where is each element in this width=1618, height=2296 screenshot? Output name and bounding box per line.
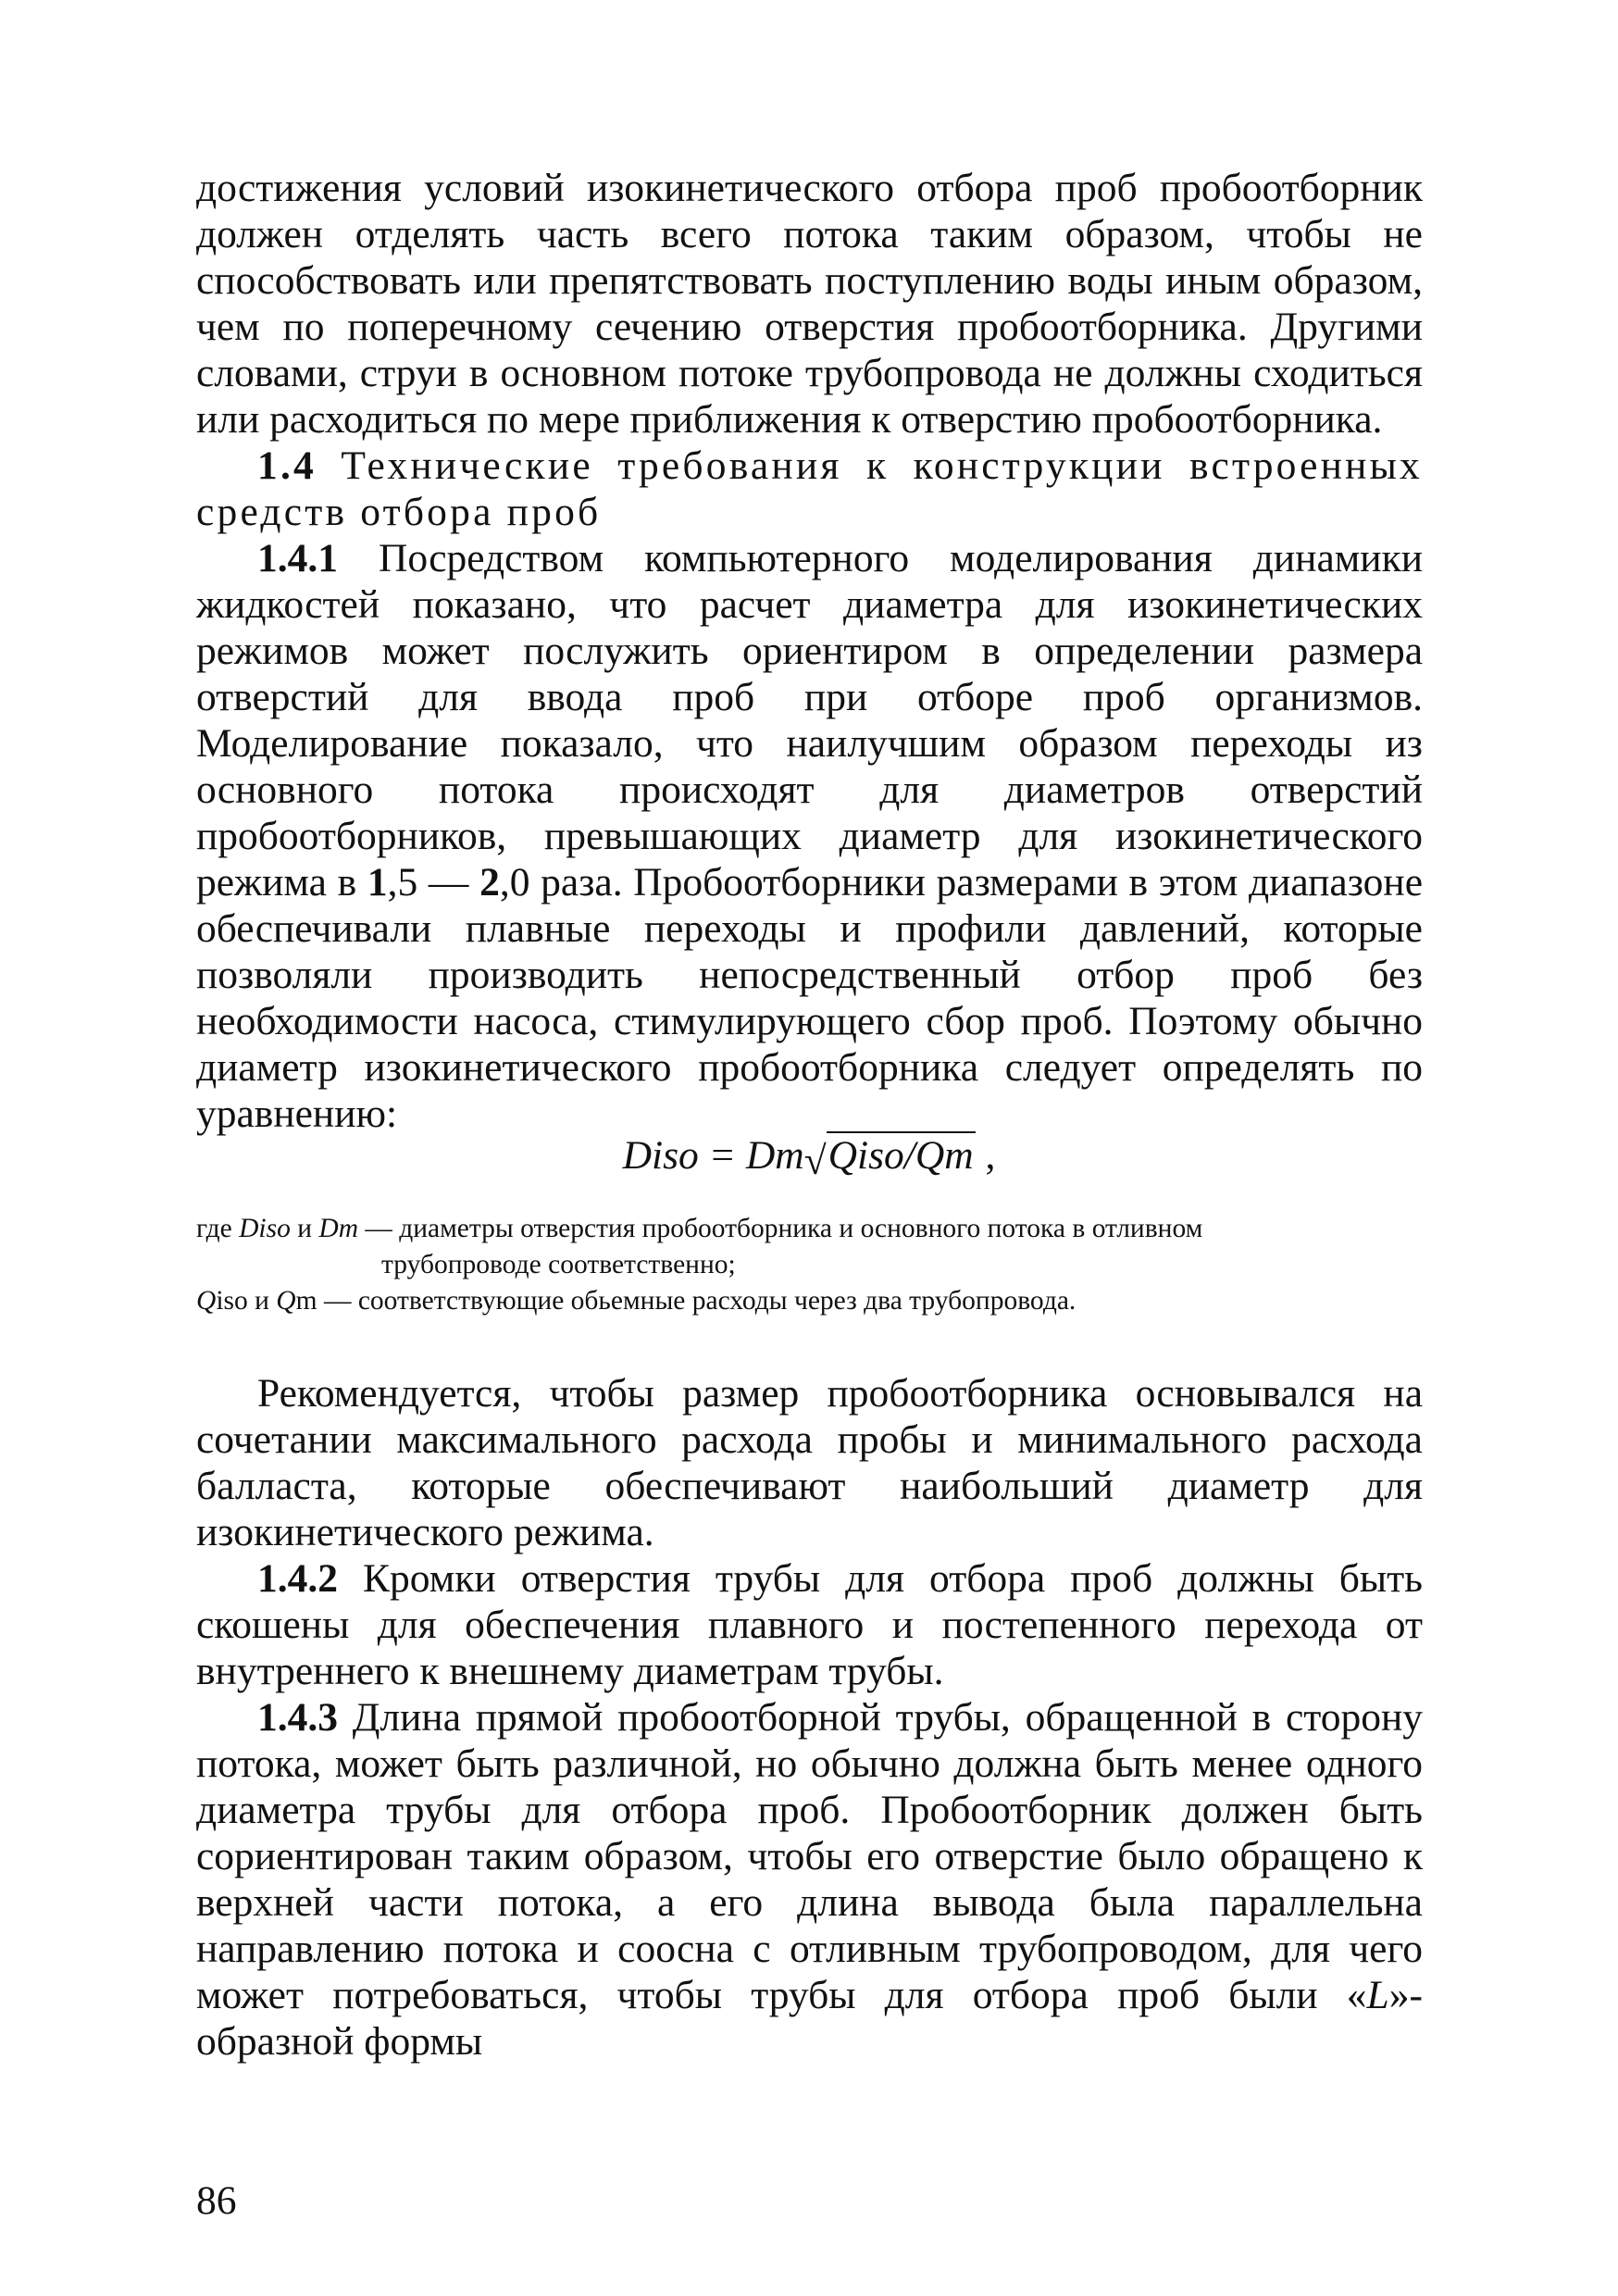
formula-comma: , bbox=[975, 1133, 996, 1178]
section-1-4-1-paragraph bbox=[196, 535, 1423, 1137]
variable-dm: Dm bbox=[318, 1214, 358, 1243]
section-1-4-3-paragraph bbox=[196, 1694, 1423, 2065]
section-text: ,5 — bbox=[387, 860, 480, 905]
paragraph-isokinetic-intro: достижения условий изокинетического отбора проб пробоотборник должен отделять часть всего потока таким образом, чтобы не способствовать или препятствовать поступлению воды иным образом, чем по поперечному сечению отверстия пробоотборника. Другими словами, струи в основном потоке трубопровода не должны сходиться или расходиться по мере приближения к отверстию пробоотборника. bbox=[196, 166, 1423, 442]
where-prefix: где bbox=[196, 1214, 240, 1243]
section-number: 1.4.3 bbox=[257, 1695, 338, 1740]
section-number: 1.4.2 bbox=[257, 1556, 338, 1601]
upper-text-block bbox=[196, 165, 1423, 1137]
definition-row bbox=[196, 1283, 1423, 1319]
bold-number: 1 bbox=[367, 860, 388, 905]
variable-suffix: iso bbox=[216, 1286, 248, 1316]
formula-equals: = bbox=[698, 1133, 746, 1178]
definition-text: — соответствующие обьемные расходы через два трубопровода. bbox=[317, 1286, 1077, 1316]
definition-row bbox=[196, 1211, 1423, 1247]
conjunction: и bbox=[247, 1286, 277, 1316]
section-number: 1.4 bbox=[257, 443, 317, 488]
lower-text-block bbox=[196, 1370, 1423, 2065]
l-shape-letter: L bbox=[1366, 1973, 1389, 2017]
formula-coefficient: Dm bbox=[745, 1133, 804, 1178]
variable-q: Q bbox=[196, 1286, 217, 1316]
variable-suffix: m bbox=[295, 1286, 317, 1316]
section-title: Технические требования к конструкции встроенных средств отбора проб bbox=[196, 443, 1423, 534]
paragraph-recommendation: Рекомендуется, чтобы размер пробоотборника основывался на сочетании максимального расхода пробы и минимального расхода балласта, которые обеспечивают наибольший диаметр для изокинетического режима. bbox=[196, 1371, 1423, 1554]
definition-text: — диаметры отверстия пробоотборника и основного потока в отливном bbox=[358, 1214, 1203, 1243]
definition-continuation: трубопроводе соответственно; bbox=[381, 1250, 736, 1279]
conjunction: и bbox=[290, 1214, 319, 1243]
formula-radicand: Qiso/Qm bbox=[828, 1133, 974, 1178]
section-text: »-образной формы bbox=[196, 1973, 1423, 2064]
section-text: Кромки отверстия трубы для отбора проб должны быть скошены для обеспечения плавного и постепенного перехода от внутреннего к внешнему диаметрам трубы. bbox=[196, 1556, 1423, 1693]
section-number: 1.4.1 bbox=[257, 536, 338, 580]
variable-diso: Diso bbox=[239, 1214, 291, 1243]
variable-definitions bbox=[196, 1211, 1423, 1319]
formula-lhs: Diso bbox=[622, 1133, 699, 1178]
section-text: Посредством компьютерного моделирования динамики жидкостей показано, что расчет диаметра для изокинетических режимов может послужить ориентиром в определении размера отверстий для ввода проб при отборе проб организмов. Моделирование показало, что наилучшим образом переходы из основного потока происходят для диаметров отверстий пробоотборников, превышающих диаметр для изокинетического режима в bbox=[196, 536, 1423, 905]
section-1-4-heading bbox=[196, 443, 1423, 535]
formula-diso bbox=[0, 1128, 1618, 1189]
section-text: ,0 раза. Пробоотборники размерами в этом диапазоне обеспечивали плавные переходы и профили давлений, которые позволяли производить непосредственный отбор проб без необходимости насоса, стимулирующего сбор проб. Поэтому обычно диаметр изокинетического пробоотборника следует определять по уравнению: bbox=[196, 860, 1424, 1136]
variable-q: Q bbox=[276, 1286, 296, 1316]
section-1-4-2-paragraph bbox=[196, 1555, 1423, 1694]
page-number: 86 bbox=[196, 2178, 237, 2223]
bold-number: 2 bbox=[479, 860, 500, 905]
sqrt-icon: √ bbox=[803, 1139, 827, 1183]
section-text: Длина прямой пробоотборной трубы, обращенной в сторону потока, может быть различной, но обычно должна быть менее одного диаметра трубы для отбора проб. Пробоотборник должен быть сориентирован таким образом, чтобы его отверстие было обращено к верхней части потока, а его длина вывода была параллельна направлению потока и соосна с отливным трубопроводом, для чего может потребоваться, чтобы трубы для отбора проб были « bbox=[196, 1695, 1423, 2017]
